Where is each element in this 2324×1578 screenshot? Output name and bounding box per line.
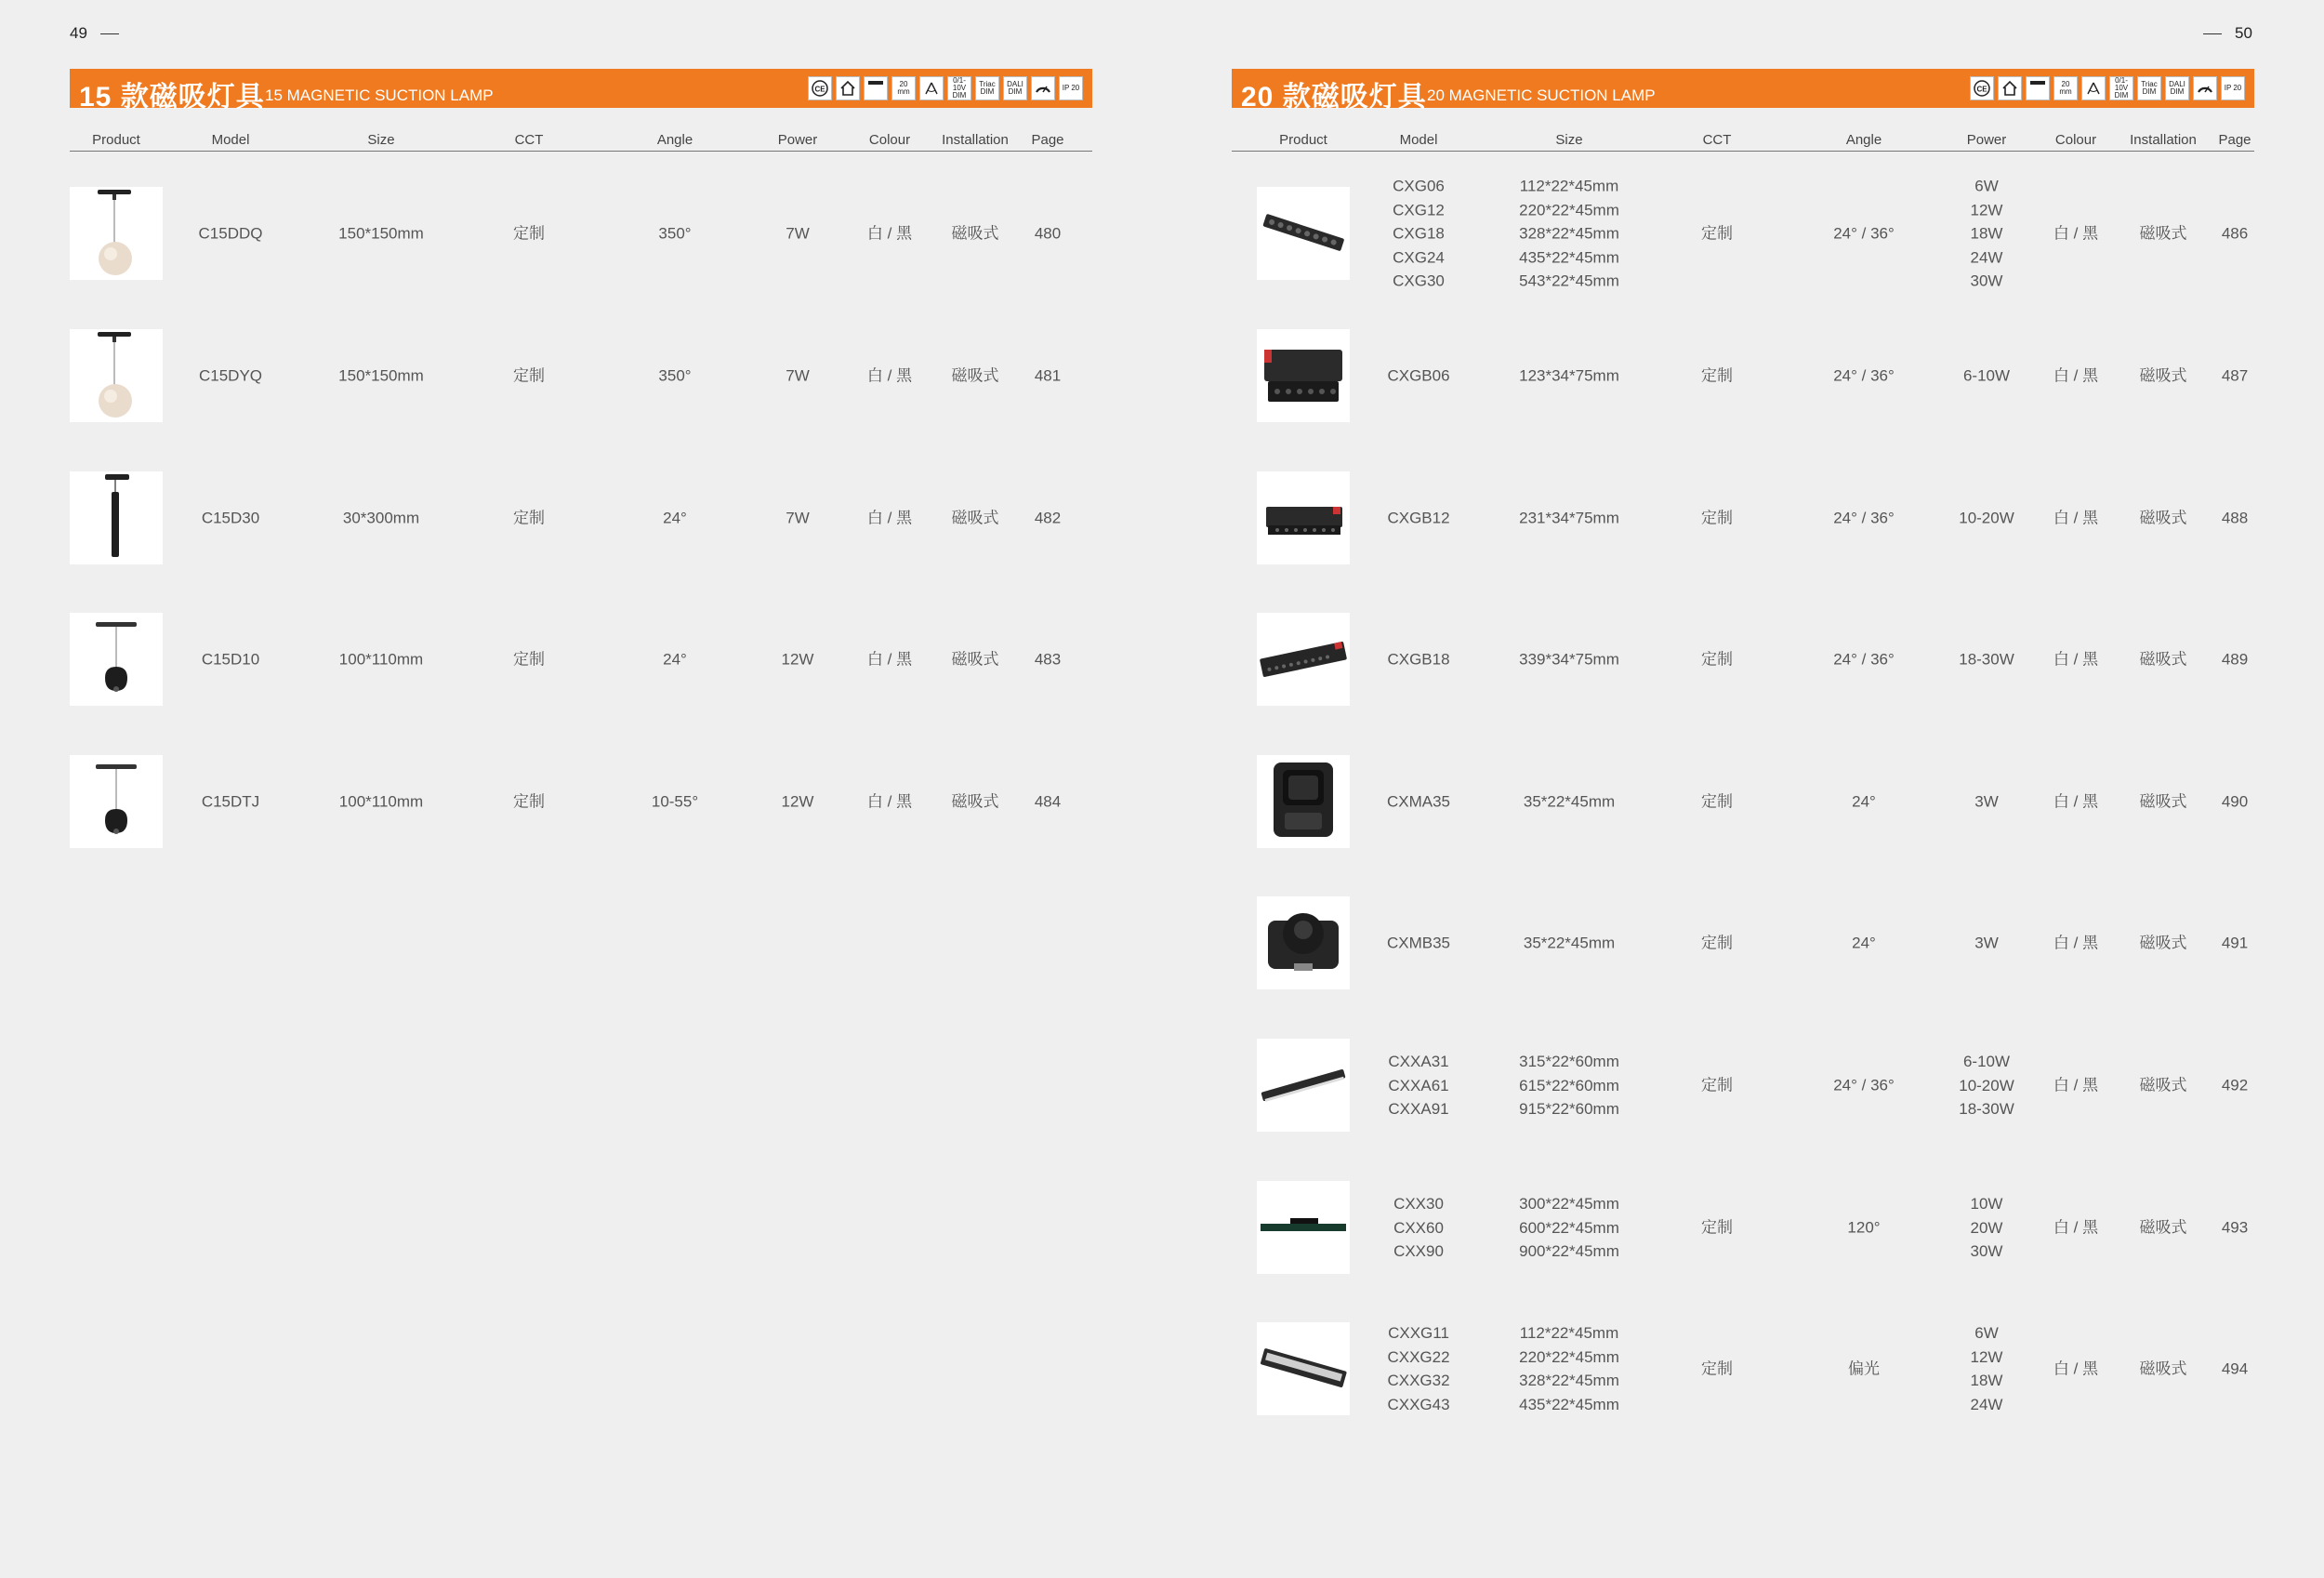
table-row xyxy=(1232,755,2254,848)
angle-cell: 24° / 36° xyxy=(1833,366,1895,385)
power-cell xyxy=(1974,931,1999,955)
model-cell xyxy=(1387,506,1449,530)
product-image-linear-bar xyxy=(1257,1039,1350,1132)
header-page: Page xyxy=(1031,132,1064,148)
power-cell xyxy=(1971,1192,2003,1264)
power-value: 18-30W xyxy=(1959,650,2014,669)
size-value: 435*22*45mm xyxy=(1519,1395,1619,1413)
model-cell xyxy=(1387,364,1449,388)
installation-cell: 磁吸式 xyxy=(2139,792,2187,811)
product-image-grille-medium xyxy=(1257,471,1350,564)
installation-cell: 磁吸式 xyxy=(951,650,999,669)
model-value: CXGB12 xyxy=(1387,509,1450,527)
size-cell xyxy=(1519,174,1619,293)
model-value: C15DYQ xyxy=(198,366,263,385)
size-value: 123*34*75mm xyxy=(1519,366,1619,385)
power-value: 10-20W xyxy=(1959,509,2014,527)
model-value: CXXA91 xyxy=(1388,1099,1449,1118)
page-cell: 493 xyxy=(2221,1218,2249,1237)
power-value: 10-20W xyxy=(1959,1076,2014,1094)
cct-cell: 定制 xyxy=(1701,934,1733,952)
power-cell xyxy=(1971,1321,2003,1416)
power-value: 12W xyxy=(781,650,814,669)
power-value: 24W xyxy=(1970,247,2003,266)
page-cell: 487 xyxy=(2221,366,2249,385)
size-cell xyxy=(338,364,424,388)
page-number: 50 xyxy=(2235,24,2252,42)
model-value: CXX90 xyxy=(1393,1241,1444,1260)
size-value: 900*22*45mm xyxy=(1519,1241,1619,1260)
page-number-left xyxy=(70,24,132,43)
size-value: 300*22*45mm xyxy=(1519,1194,1619,1213)
cct-cell: 定制 xyxy=(1701,509,1733,527)
triac-dim-icon: Triac DIM xyxy=(975,76,999,100)
header-angle: Angle xyxy=(1845,132,1882,148)
model-value: CXG18 xyxy=(1393,224,1445,243)
model-value: CXGB06 xyxy=(1387,366,1450,385)
size-value: 600*22*45mm xyxy=(1519,1218,1619,1237)
colour-cell: 白 / 黑 xyxy=(2053,934,2099,952)
beam-angle-icon xyxy=(2081,76,2106,100)
size-value: 100*110mm xyxy=(338,792,424,811)
feature-icons xyxy=(808,76,1083,100)
cct-cell: 定制 xyxy=(513,650,545,669)
size-value: 315*22*60mm xyxy=(1519,1052,1619,1070)
power-value: 7W xyxy=(786,366,810,385)
cct-cell: 定制 xyxy=(1701,650,1733,669)
table-row xyxy=(70,187,1092,280)
angle-cell: 24° xyxy=(1852,934,1876,952)
power-cell xyxy=(782,647,814,671)
header-size: Size xyxy=(1555,132,1583,148)
angle-cell: 24° / 36° xyxy=(1833,1076,1895,1094)
table-header xyxy=(70,108,1092,152)
angle-cell: 350° xyxy=(658,224,692,243)
size-value: 35*22*45mm xyxy=(1523,792,1616,811)
size-value: 543*22*45mm xyxy=(1519,272,1619,290)
page-dash xyxy=(100,33,119,34)
cct-cell: 定制 xyxy=(1701,366,1733,385)
track-profile-icon xyxy=(864,76,888,100)
track-width-icon: 20 mm xyxy=(2053,76,2078,100)
ce-mark-icon xyxy=(1970,76,1994,100)
table-row xyxy=(70,613,1092,706)
cct-cell: 定制 xyxy=(513,224,545,243)
size-value: 100*110mm xyxy=(338,650,424,669)
model-cell xyxy=(1388,1050,1448,1121)
size-value: 915*22*60mm xyxy=(1519,1099,1619,1118)
size-cell xyxy=(1519,647,1619,671)
triac-dim-icon: Triac DIM xyxy=(2137,76,2161,100)
model-value: C15D30 xyxy=(201,509,260,527)
product-image-globe-pendant xyxy=(70,329,163,422)
track-width-icon: 20 mm xyxy=(891,76,916,100)
colour-cell: 白 / 黑 xyxy=(2053,792,2099,811)
indoor-house-icon xyxy=(836,76,860,100)
model-cell xyxy=(1387,931,1450,955)
header-installation: Installation xyxy=(942,132,1009,148)
model-cell xyxy=(1393,1192,1444,1264)
dimmer-knob-icon xyxy=(1031,76,1055,100)
size-value: 112*22*45mm xyxy=(1519,177,1619,195)
colour-cell: 白 / 黑 xyxy=(866,509,913,527)
power-value: 20W xyxy=(1970,1218,2003,1237)
product-image-grille-small xyxy=(1257,329,1350,422)
model-cell xyxy=(1387,789,1450,814)
power-value: 12W xyxy=(1970,1347,2003,1366)
model-value: CXMA35 xyxy=(1386,792,1451,811)
power-value: 18W xyxy=(1970,224,2003,243)
section-banner xyxy=(1232,69,2254,113)
size-value: 150*150mm xyxy=(338,224,424,243)
model-value: C15DDQ xyxy=(198,224,263,243)
page-cell: 494 xyxy=(2221,1359,2249,1378)
table-row xyxy=(1232,329,2254,422)
size-value: 328*22*45mm xyxy=(1519,224,1619,243)
size-value: 35*22*45mm xyxy=(1523,934,1616,952)
colour-cell: 白 / 黑 xyxy=(866,650,913,669)
model-value: C15DTJ xyxy=(201,792,260,811)
cct-cell: 定制 xyxy=(1701,1076,1733,1094)
page-cell: 482 xyxy=(1034,509,1062,527)
product-image-dome-pendant xyxy=(70,755,163,848)
installation-cell: 磁吸式 xyxy=(2139,934,2187,952)
table-row xyxy=(70,471,1092,564)
header-page: Page xyxy=(2218,132,2251,148)
table-row xyxy=(1232,896,2254,989)
cct-cell: 定制 xyxy=(513,366,545,385)
model-value: CXX60 xyxy=(1393,1218,1444,1237)
header-installation: Installation xyxy=(2130,132,2197,148)
power-value: 18W xyxy=(1970,1372,2003,1389)
power-value: 10W xyxy=(1970,1194,2003,1213)
size-cell xyxy=(338,221,424,245)
page-cell: 492 xyxy=(2221,1076,2249,1094)
angle-cell: 24° / 36° xyxy=(1833,224,1895,243)
model-cell xyxy=(202,789,259,814)
dim-0-10v-icon: 0/1-10V DIM xyxy=(2109,76,2133,100)
table-row xyxy=(1232,1322,2254,1415)
size-cell xyxy=(1519,364,1619,388)
power-cell xyxy=(1959,506,2014,530)
power-value: 3W xyxy=(1974,792,1999,811)
size-value: 231*34*75mm xyxy=(1519,509,1619,527)
size-value: 220*22*45mm xyxy=(1519,1347,1619,1366)
model-value: CXG06 xyxy=(1393,177,1445,195)
track-profile-icon xyxy=(2026,76,2050,100)
power-value: 12W xyxy=(1970,200,2003,219)
power-value: 6W xyxy=(1974,177,1999,195)
beam-angle-icon xyxy=(919,76,944,100)
size-cell xyxy=(1519,1050,1619,1121)
page-number: 49 xyxy=(70,24,87,42)
header-power: Power xyxy=(1966,132,2007,148)
page-cell: 484 xyxy=(1034,792,1062,811)
power-cell xyxy=(1963,364,2010,388)
product-image-grille-bar xyxy=(1257,187,1350,280)
model-value: CXXG43 xyxy=(1387,1395,1450,1413)
header-cct: CCT xyxy=(514,132,544,148)
page-cell: 480 xyxy=(1034,224,1062,243)
table-header xyxy=(1232,108,2254,152)
table-row xyxy=(70,329,1092,422)
cct-cell: 定制 xyxy=(1701,1359,1733,1378)
header-model: Model xyxy=(211,132,250,148)
header-angle: Angle xyxy=(656,132,693,148)
colour-cell: 白 / 黑 xyxy=(866,366,913,385)
product-image-dome-pendant xyxy=(70,613,163,706)
product-image-flat-bar xyxy=(1257,1181,1350,1274)
header-colour: Colour xyxy=(2054,132,2097,148)
power-cell xyxy=(786,221,810,245)
installation-cell: 磁吸式 xyxy=(951,366,999,385)
model-value: CXX30 xyxy=(1393,1194,1444,1213)
section-title-en: 20 MAGNETIC SUCTION LAMP xyxy=(1427,86,1656,104)
power-cell xyxy=(1974,789,1999,814)
product-image-round-spot xyxy=(1257,896,1350,989)
product-image-square-spot xyxy=(1257,755,1350,848)
installation-cell: 磁吸式 xyxy=(2139,509,2187,527)
angle-cell: 24° / 36° xyxy=(1833,509,1895,527)
section-banner xyxy=(70,69,1092,113)
table-row xyxy=(70,755,1092,848)
installation-cell: 磁吸式 xyxy=(2139,366,2187,385)
product-image-tube-pendant xyxy=(70,471,163,564)
model-cell xyxy=(202,647,259,671)
dim-0-10v-icon: 0/1-10V DIM xyxy=(947,76,971,100)
angle-cell: 350° xyxy=(658,366,692,385)
model-value: CXG30 xyxy=(1393,272,1445,290)
cct-cell: 定制 xyxy=(513,509,545,527)
svg-text:CE: CE xyxy=(1976,85,1987,94)
page-cell: 489 xyxy=(2221,650,2249,669)
header-power: Power xyxy=(777,132,818,148)
right-catalog-panel xyxy=(1232,69,2254,1413)
power-value: 12W xyxy=(781,792,814,811)
product-image-grille-long xyxy=(1257,613,1350,706)
colour-cell: 白 / 黑 xyxy=(2053,509,2099,527)
size-cell xyxy=(1519,506,1619,530)
table-row xyxy=(1232,1181,2254,1274)
colour-cell: 白 / 黑 xyxy=(866,224,913,243)
angle-cell: 10-55° xyxy=(651,792,699,811)
size-cell xyxy=(1519,1321,1619,1416)
left-catalog-panel xyxy=(70,69,1092,811)
dali-dim-icon: DALI DIM xyxy=(2165,76,2189,100)
cct-cell: 定制 xyxy=(1701,1218,1733,1237)
dali-dim-icon: DALI DIM xyxy=(1003,76,1027,100)
model-value: CXG12 xyxy=(1393,200,1445,219)
model-cell xyxy=(202,506,259,530)
model-cell xyxy=(1387,647,1449,671)
power-cell xyxy=(1959,647,2014,671)
page-dash xyxy=(2203,33,2222,34)
model-cell xyxy=(1393,174,1445,293)
angle-cell: 24° / 36° xyxy=(1833,650,1895,669)
installation-cell: 磁吸式 xyxy=(2139,1359,2187,1378)
angle-cell: 24° xyxy=(1852,792,1876,811)
model-value: CXG24 xyxy=(1393,247,1445,266)
power-value: 6-10W xyxy=(1962,1052,2011,1070)
colour-cell: 白 / 黑 xyxy=(2053,1218,2099,1237)
power-value: 7W xyxy=(786,224,810,243)
size-cell xyxy=(1524,789,1615,814)
cct-cell: 定制 xyxy=(513,792,545,811)
power-value: 6-10W xyxy=(1962,366,2011,385)
installation-cell: 磁吸式 xyxy=(951,792,999,811)
colour-cell: 白 / 黑 xyxy=(2053,650,2099,669)
product-image-globe-pendant xyxy=(70,187,163,280)
installation-cell: 磁吸式 xyxy=(2139,1076,2187,1094)
power-cell xyxy=(782,789,814,814)
size-value: 435*22*45mm xyxy=(1519,247,1619,266)
colour-cell: 白 / 黑 xyxy=(2053,224,2099,243)
ce-mark-icon xyxy=(808,76,832,100)
header-product: Product xyxy=(1279,132,1327,148)
power-value: 3W xyxy=(1974,934,1999,952)
model-value: CXXG11 xyxy=(1388,1324,1449,1342)
section-title-en: 15 MAGNETIC SUCTION LAMP xyxy=(265,86,494,104)
cct-cell: 定制 xyxy=(1701,224,1733,243)
page-cell: 490 xyxy=(2221,792,2249,811)
page-number-right xyxy=(2190,24,2252,43)
installation-cell: 磁吸式 xyxy=(951,224,999,243)
size-cell xyxy=(1524,931,1615,955)
size-cell xyxy=(339,789,423,814)
power-cell xyxy=(1971,174,2003,293)
model-cell xyxy=(199,364,262,388)
size-value: 615*22*60mm xyxy=(1519,1076,1619,1094)
angle-cell: 24° xyxy=(663,650,687,669)
size-value: 220*22*45mm xyxy=(1519,200,1619,219)
page-cell: 491 xyxy=(2221,934,2249,952)
size-cell xyxy=(343,506,419,530)
installation-cell: 磁吸式 xyxy=(2139,1218,2187,1237)
page-cell: 481 xyxy=(1034,366,1062,385)
power-value: 30W xyxy=(1970,1241,2003,1260)
page-cell: 483 xyxy=(1034,650,1062,669)
model-value: CXXA31 xyxy=(1388,1052,1449,1070)
size-cell xyxy=(339,647,423,671)
model-value: CXXG22 xyxy=(1387,1347,1450,1366)
page-cell: 486 xyxy=(2221,224,2249,243)
model-value: CXMB35 xyxy=(1386,934,1451,952)
power-value: 24W xyxy=(1970,1395,2003,1413)
table-row xyxy=(1232,471,2254,564)
dimmer-knob-icon xyxy=(2193,76,2217,100)
power-value: 30W xyxy=(1970,272,2003,290)
section-title-zh: 20 款磁吸灯具 xyxy=(1241,82,1427,113)
size-value: 112*22*45mm xyxy=(1519,1324,1619,1342)
table-row xyxy=(1232,177,2254,290)
power-value: 7W xyxy=(786,509,810,527)
colour-cell: 白 / 黑 xyxy=(866,792,913,811)
table-row xyxy=(1232,613,2254,706)
product-image-wall-washer xyxy=(1257,1322,1350,1415)
power-cell xyxy=(1959,1050,2014,1121)
power-cell xyxy=(786,506,810,530)
header-colour: Colour xyxy=(868,132,911,148)
model-cell xyxy=(1387,1321,1449,1416)
power-value: 18-30W xyxy=(1959,1099,2014,1118)
angle-cell: 24° xyxy=(663,509,687,527)
angle-cell: 120° xyxy=(1847,1218,1881,1237)
header-model: Model xyxy=(1399,132,1438,148)
model-value: CXXA61 xyxy=(1388,1076,1449,1094)
model-cell xyxy=(199,221,263,245)
size-value: 339*34*75mm xyxy=(1519,650,1619,669)
installation-cell: 磁吸式 xyxy=(2139,650,2187,669)
power-cell xyxy=(786,364,810,388)
model-value: C15D10 xyxy=(201,650,260,669)
model-value: CXXG32 xyxy=(1387,1372,1450,1389)
installation-cell: 磁吸式 xyxy=(951,509,999,527)
section-title-zh: 15 款磁吸灯具 xyxy=(79,82,265,113)
colour-cell: 白 / 黑 xyxy=(2053,1076,2099,1094)
indoor-house-icon xyxy=(1998,76,2022,100)
colour-cell: 白 / 黑 xyxy=(2053,1359,2099,1378)
size-value: 30*300mm xyxy=(342,509,420,527)
ip20-icon: IP 20 xyxy=(1059,76,1083,100)
size-value: 150*150mm xyxy=(338,366,424,385)
header-size: Size xyxy=(367,132,395,148)
cct-cell: 定制 xyxy=(1701,792,1733,811)
header-product: Product xyxy=(92,132,140,148)
colour-cell: 白 / 黑 xyxy=(2053,366,2099,385)
header-cct: CCT xyxy=(1702,132,1732,148)
page-cell: 488 xyxy=(2221,509,2249,527)
ip20-icon: IP 20 xyxy=(2221,76,2245,100)
power-value: 6W xyxy=(1974,1324,1999,1342)
model-value: CXGB18 xyxy=(1387,650,1450,669)
installation-cell: 磁吸式 xyxy=(2139,224,2187,243)
feature-icons xyxy=(1970,76,2245,100)
table-row xyxy=(1232,1039,2254,1132)
size-value: 328*22*45mm xyxy=(1519,1372,1619,1389)
angle-cell: 偏光 xyxy=(1848,1359,1880,1378)
svg-text:CE: CE xyxy=(814,85,825,94)
size-cell xyxy=(1519,1192,1619,1264)
